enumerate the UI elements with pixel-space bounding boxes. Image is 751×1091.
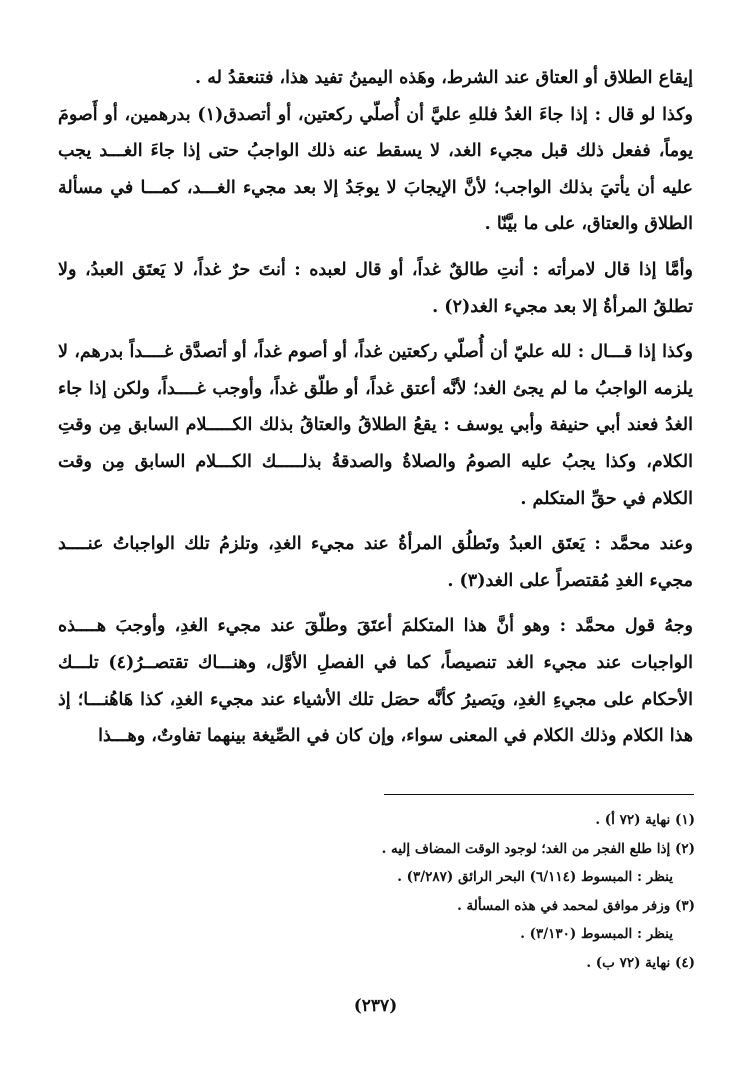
footnote-4: (٤) نهاية (٧٢ ب) . (586, 954, 695, 971)
footnotes (100, 806, 695, 977)
footnote-2: (٢) إذا طلع الفجر من الغد؛ لوجود الوقت المضاف إليه . (381, 840, 695, 857)
footnote-3: (٣) وزفر موافق لمحمد في هذه المسألة . (457, 897, 695, 914)
footnote-2-reference: ينظر : المبسوط (٦/١١٤) البحر الرائق (٣/٢٨٧) . (397, 869, 673, 885)
footnote-divider (384, 794, 694, 795)
paragraph-3: وأمَّا إذا قال لامرأته : أنتِ طالقٌ غداً، أو قال لعبده : أنتَ حرٌ غداً، لا يَعتَق العبدُ، ولا تطلقُ المرأةُ إلا بعد مجيء الغد(٢) . (58, 259, 693, 317)
paragraph-2: وكذا لو قال : إذا جاءَ الغدُ فللهِ عليَّ أن أُصلّي ركعتين، أو أتصدق(١) بدرهمين، أو أَصومَ يوماً، ففعل ذلك قبل مجيء الغد، لا يسقط عنه ذلك الواجبُ حتى إذا جاءَ الغـــد يجب عليه أن يأتيَ بذلك الواجب؛ لأنَّ الإيجابَ لا يوجَدُ إلا بعد مجيء الغـــد، كمـــا في مسألة الطلاق والعتاق، على ما بيَّنّا . (58, 104, 693, 235)
paragraph-4: وكذا إذا قـــال : لله عليّ أن أُصلّي ركعتين غداً، أو أصوم غداً، أو أتصدَّق غــــداً بدرهم، لا يلزمه الواجبُ ما لم يجئ الغد؛ لأنَّه أعتق غداً، أو طلّق غداً، وأوجب غــــداً، ولكن إذا جاء الغدُ فعند أبي حنيفة وأبي يوسف : يقعُ الطلاقُ والعتاقُ بذلك الكـــــلام السابق مِن وقتِ الكلام، وكذا يجبُ عليه الصومُ والصلاةُ والصدقةُ بذلـــــك الكـــلام السابق مِن وقت الكلام في حقِّ المتكلم . (58, 342, 693, 509)
paragraph-1: إيقاع الطلاق أو العتاق عند الشرط، وهَذه اليمينُ تفيد هذا، فتنعقدُ له . (195, 68, 693, 88)
paragraph-6: وجهُ قول محمَّد : وهو أنَّ هذا المتكلمَ أعتَقَ وطلّقَ عند مجيء الغدِ، وأوجبَ هــــذه الواجبات عند مجيء الغد تنصيصاً، كما في الفصلِ الأوَّل، وهنـــاك تقتصــرُ(٤) تلـــك الأحكام على مجيءِ الغدِ، ويَصيرُ كأنَّه حصَل تلك الأشياء عند مجيء الغدِ، كذا هَاهُنـــا؛ إذ هذا الكلام وذلك الكلام في المعنى سواء، وإن كان في الصِّيغة بينهما تفاوتٌ، وهـــذا (58, 616, 693, 747)
footnote-1: (١) نهاية (٧٢ أ) . (595, 812, 695, 828)
main-text (58, 60, 693, 755)
page-number: (٢٣٧) (353, 996, 398, 1016)
footnote-3-reference: ينظر : المبسوط (٣/١٣٠) . (520, 926, 673, 942)
paragraph-5: وعند محمَّد : يَعتَق العبدُ وتَطلُق المرأةُ عند مجيء الغدِ، وتلزمُ تلك الواجباتُ عنــــد مجيء الغدِ مُقتصراً على الغد(٣) . (58, 534, 693, 591)
